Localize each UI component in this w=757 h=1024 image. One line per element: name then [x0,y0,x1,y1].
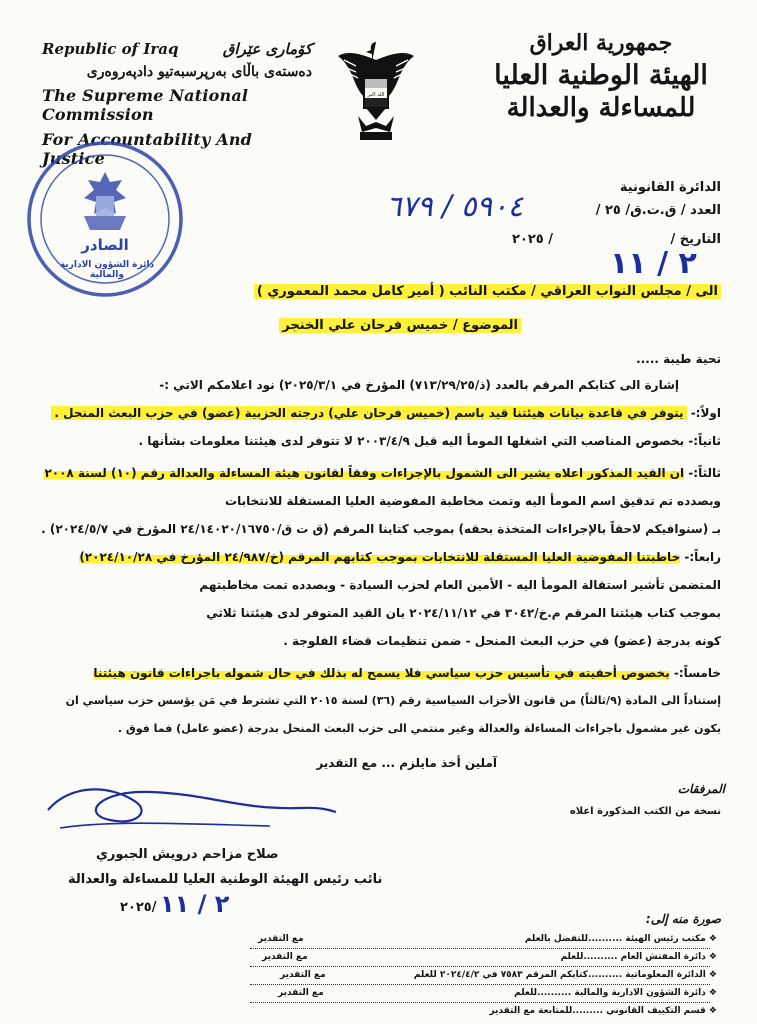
item-4-line-4: كونه بدرجة (عضو) في حزب البعث المنحل - ضمن تنظيمات قضاء الفلوجة . [283,634,721,648]
stamp-subtitle: دائرة الشؤون الادارية والمالية [59,260,155,280]
greeting: تحية طيبة ..... [636,352,721,366]
handwritten-document-number: ٥٩٠٤ / ٦٧٩ [386,189,524,223]
intro-paragraph: إشارة الى كتابكم المرقم بالعدد (ذ/٧١٣/٢٩/٢٥) المؤرخ في ٢٠٢٥/٣/١) نود اعلامكم الاتي :- [159,378,679,392]
item-4-line-3: بموجب كتاب هيئتنا المرقم م.خ/٣٠٤٢ في ٢٠٢٤/١١/١٢ بان القيد المتوفر لدى هيئتنا ثلاثي [206,606,721,620]
item-2 [138,434,721,448]
signature-year: ٢٠٢٥/ [120,900,157,915]
department-label: الدائرة القانونية [619,180,721,195]
item-1-text: يتوفر في قاعدة بيانات هيئتنا قيد باسم (خميس فرحان علي) درجته الحزبية (عضو) في حزب البعث المنحل . [51,406,686,420]
item-4-label: رابعاً:- [684,550,721,564]
distribution-row-right: ❖ دائرة الشؤون الادارية والمالية ..........للعلم [514,988,717,998]
document-number-label: العدد / ق.ت.ق/ ٢٥ / [595,203,721,218]
distribution-row-left: مع التقدير [280,970,326,980]
distribution-row-left: مع التقدير [262,952,308,962]
item-2-text: بخصوص المناصب التي اشغلها المومأ اليه قبل ٢٠٠٣/٤/٩ لا تتوفر لدى هيئتنا معلومات بشأنها . [138,434,685,448]
distribution-row-right: ❖ الدائرة المعلوماتية ..........كتابكم المرقم ٧٥٨٣ في ٢٠٢٤/٤/٢ للعلم [413,970,717,980]
item-4-text-1: خاطبتنا المفوضية العليا المستقلة للانتخابات بموجب كتابهم المرقم (خ/٢٤/٩٨٧ المؤرخ في ٢٠٢٤/١٠/٢٨) [79,550,681,564]
header-kurdish-country: کۆماری عێراق [222,40,312,58]
svg-text:الله اكبر: الله اكبر [367,92,385,98]
distribution-row-right: ❖ مكتب رئيس الهيئة ..........للتفضل بالعلم [524,934,717,944]
signature-handwritten-date: ٢ / ١١ [160,890,230,918]
item-4-line-2: المتضمن تأشير استقالة المومأ اليه - الأمين العام لحزب السيادة - وبصدده تمت مخاطبتهم [199,578,721,592]
signature-scribble-icon [40,780,340,840]
attachments-label: المرفقات [677,782,725,796]
item-4-line-1 [79,550,721,564]
header-ar-commission-2: للمساءلة والعدالة [506,93,696,123]
item-3-line-2: وبصدده تم تدقيق اسم المومأ اليه وتمت مخاطبة المفوضية العليا المستقلة للانتخابات [225,494,721,508]
handwritten-date: ٢ / ١١ [610,246,697,281]
item-2-label: ثانياً:- [688,434,721,448]
distribution-row-right: ❖ دائرة المفتش العام ..........للعلم [560,952,717,962]
distribution-divider [250,984,710,985]
item-1-label: اولاً:- [690,406,721,420]
subject-text: الموضوع / خميس فرحان علي الخنجر [279,318,521,333]
item-3-text-1: ان القيد المذكور اعلاه يشير الى الشمول بالإجراءات وفقاً لقانون هيئة المساءلة والعدالة رقم (١٠) لسنة ٢٠٠٨ [44,466,685,480]
addressee-line [254,284,721,299]
header-en-commission-2: For Accountability And Justice [42,130,253,168]
date-label: التاريخ / [670,232,721,247]
header-ar-country: جمهورية العراق [529,30,673,56]
distribution-row-left: مع التقدير [258,934,304,944]
item-5-line-1 [93,666,721,680]
item-3-line-1 [44,466,721,480]
header-en-country: Republic of Iraq [42,40,179,58]
item-5-text-1: بخصوص أحقيته في تأسيس حزب سياسي فلا يسمح له بذلك في حال شموله باجراءات قانون هيئتنا [93,666,670,680]
date-year: ٢٠٢٥ / [512,232,554,247]
distribution-title: صورة منه إلى: [645,912,721,926]
closing-line: آملين أخذ مايلزم ... مع التقدير [316,756,497,770]
header-ar-commission-1: الهيئة الوطنية العليا [494,60,708,91]
addressee-text: الى / مجلس النواب العراقي / مكتب النائب ( أمير كامل محمد المعموري ) [254,284,721,299]
item-5-label: خامساً:- [673,666,721,680]
item-3-line-3: بـ (سنوافيكم لاحقاً بالإجراءات المتخذة بحقه) بموجب كتابنا المرقم (ق ت ق/٢٤/١٤٠٢٠/١٦٧٥٠ المؤرخ في ٢٠٢٤/٥/٧) . [41,522,721,536]
header-right [481,30,721,123]
distribution-row-left: مع التقدير [278,988,324,998]
item-5-line-3: يكون غير مشمول باجراءات المساءلة والعدالة وغير منتمي الى حزب البعث المنحل بدرجة (عضو عامل) فما فوق . [117,722,721,735]
distribution-row-right: ❖ قسم التكييف القانوني .........للمتابعة مع التقدير [489,1006,717,1016]
signatory-title: نائب رئيس الهيئة الوطنية العليا للمساءلة والعدالة [68,872,383,887]
item-1 [51,406,721,420]
distribution-divider [250,966,710,967]
iraq-eagle-emblem-icon [336,36,416,146]
subject-line [279,318,521,333]
stamp-title: الصادر [81,236,129,254]
attachments-note: نسخة من الكتب المذكورة اعلاه [569,806,721,817]
distribution-divider [250,1002,710,1003]
distribution-divider [250,948,710,949]
header-en-commission-1: The Supreme National Commission [42,86,249,124]
signatory-name: صلاح مزاحم درويش الجبوري [96,847,279,862]
header-kurdish-commission: دەستەی باڵای بەرپرسبەتیو دادپەروەری [86,64,312,80]
item-3-label: ثالثاً:- [688,466,721,480]
item-5-line-2: إستناداً الى المادة (٩/ثالثاً) من قانون الأحزاب السياسية رقم (٣٦) لسنة ٢٠١٥ التي تشترط في مَن يؤسس حزب سياسي ان [65,694,721,707]
